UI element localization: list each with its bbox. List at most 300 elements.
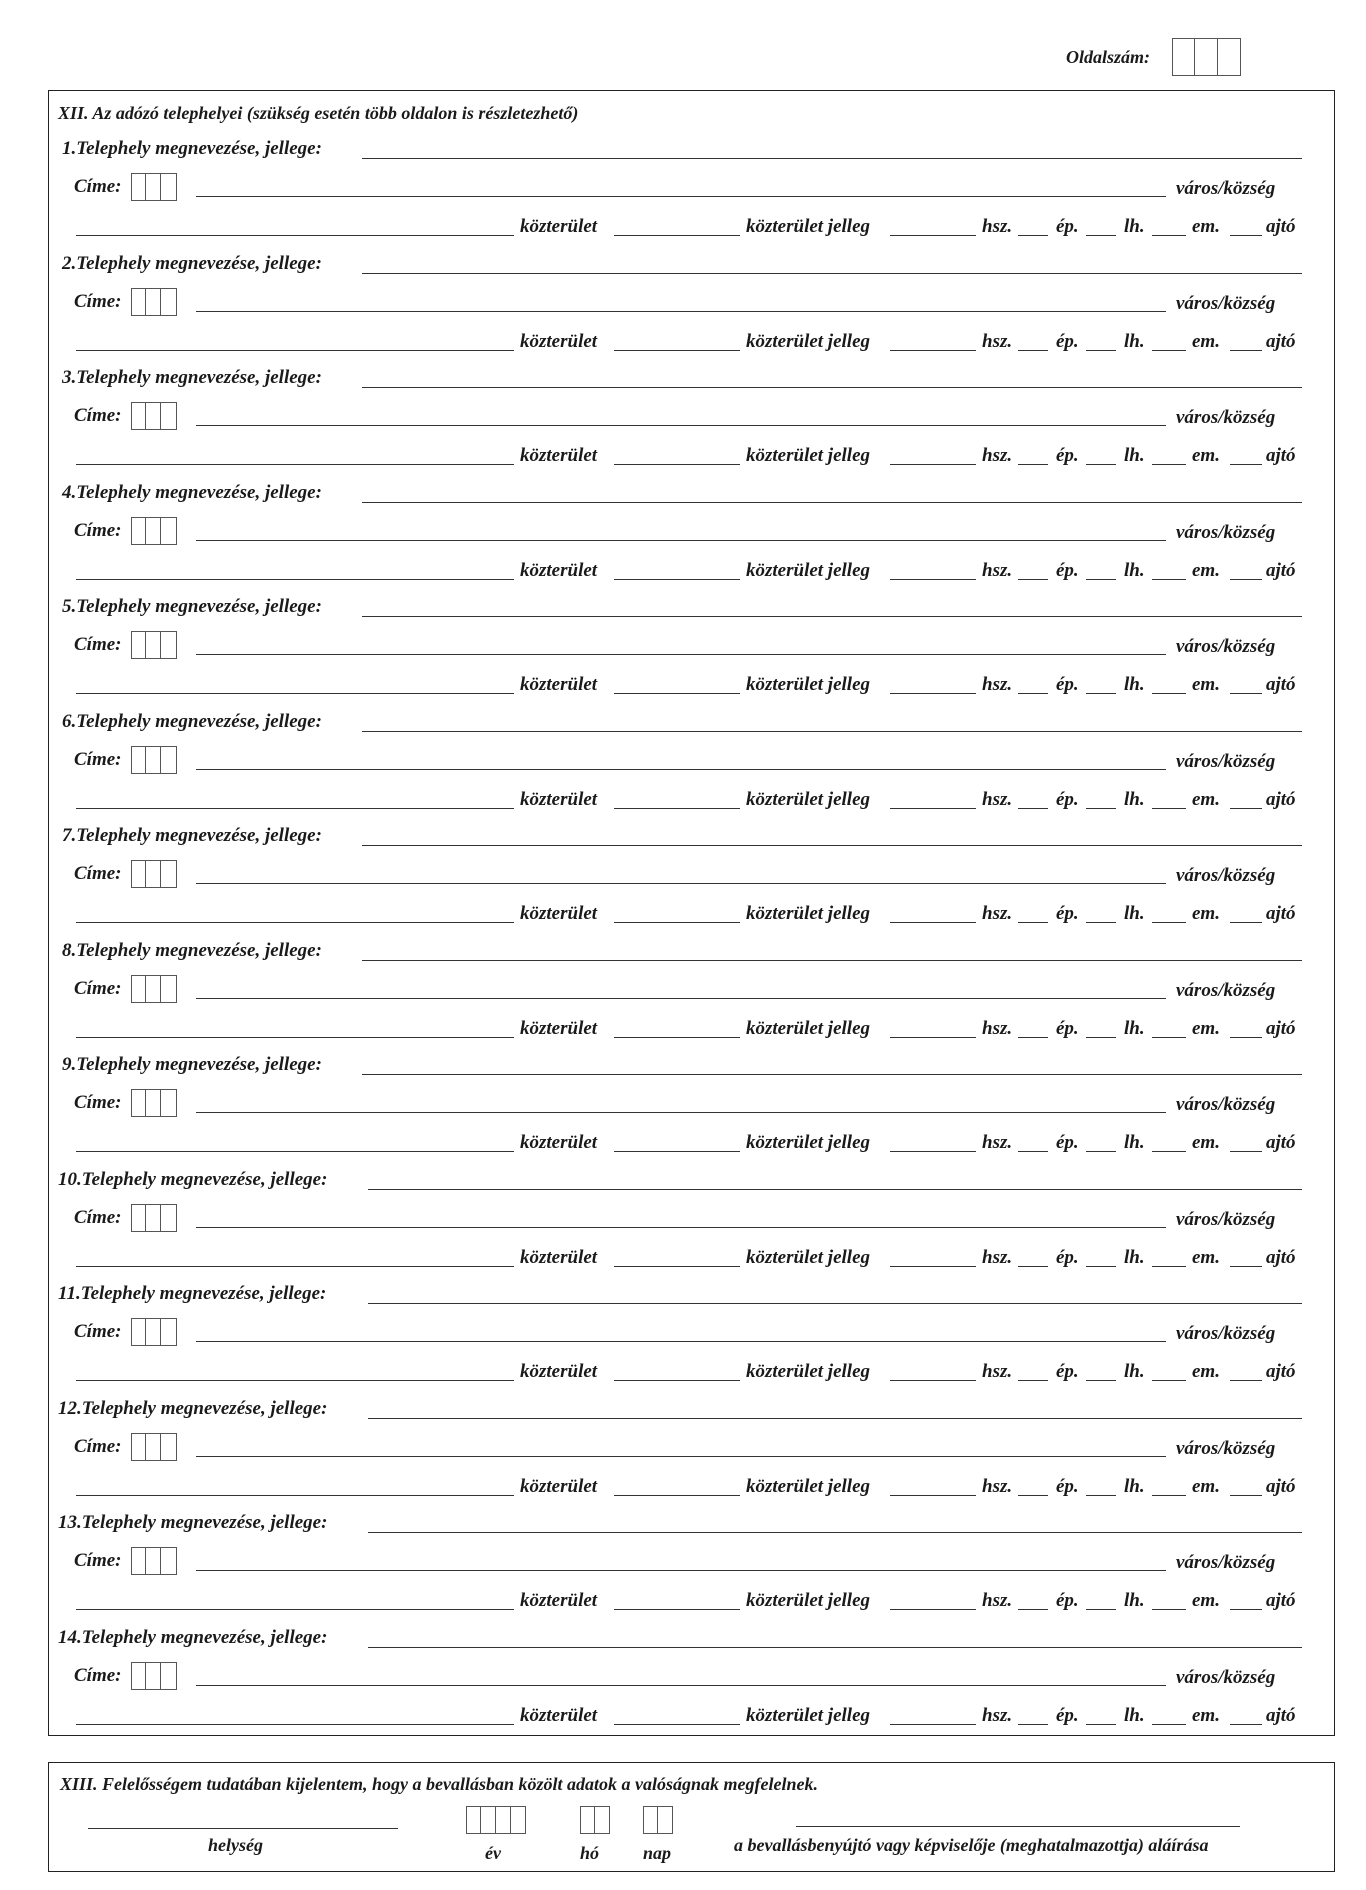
site-name-field[interactable] [362, 1074, 1302, 1075]
section-xiii-title: XIII. Felelősségem tudatában kijelentem, hogy a bevallásban közölt adatok a valóságnak megfelelnek. [60, 1774, 818, 1794]
street-name-field[interactable] [76, 579, 514, 580]
staircase-field[interactable] [1086, 350, 1116, 351]
door-field[interactable] [1230, 1037, 1262, 1038]
postal-code-digit[interactable] [131, 1204, 146, 1232]
address-label: Címe: [74, 1665, 122, 1686]
floor-field[interactable] [1152, 235, 1186, 236]
door-field[interactable] [1230, 1724, 1262, 1725]
street-type-field[interactable] [614, 693, 740, 694]
postal-code-digit[interactable] [161, 517, 177, 545]
street-type-label: közterület jelleg [746, 331, 871, 352]
postal-code-digit[interactable] [146, 517, 161, 545]
site-name-field[interactable] [362, 273, 1302, 274]
house-number-field[interactable] [890, 579, 976, 580]
door-field[interactable] [1230, 579, 1262, 580]
floor-field[interactable] [1152, 1151, 1186, 1152]
house-number-field[interactable] [890, 1724, 976, 1725]
postal-code-digit[interactable] [146, 402, 161, 430]
floor-field[interactable] [1152, 1609, 1186, 1610]
postal-code-digit[interactable] [161, 288, 177, 316]
staircase-field[interactable] [1086, 579, 1116, 580]
street-name-field[interactable] [76, 464, 514, 465]
building-field[interactable] [1018, 808, 1048, 809]
door-field[interactable] [1230, 1380, 1262, 1381]
site-name-label: 12.Telephely megnevezése, jellege: [58, 1398, 328, 1419]
street-type-label: közterület jelleg [746, 1705, 871, 1726]
floor-label: em. [1192, 1361, 1220, 1382]
building-label: ép. [1056, 1018, 1079, 1039]
street-type-field[interactable] [614, 1037, 740, 1038]
floor-label: em. [1192, 1247, 1220, 1268]
house-number-label: hsz. [982, 1590, 1013, 1611]
site-name-field[interactable] [368, 1647, 1302, 1648]
city-field[interactable] [196, 1685, 1166, 1686]
city-field[interactable] [196, 769, 1166, 770]
building-field[interactable] [1018, 235, 1048, 236]
house-number-field[interactable] [890, 1380, 976, 1381]
postal-code-digit[interactable] [131, 631, 146, 659]
floor-field[interactable] [1152, 350, 1186, 351]
postal-code-digit[interactable] [146, 631, 161, 659]
house-number-label: hsz. [982, 789, 1013, 810]
postal-code-digit[interactable] [161, 1089, 177, 1117]
postal-code-digit[interactable] [131, 1662, 146, 1690]
postal-code-digit[interactable] [131, 1318, 146, 1346]
helyseg-label: helység [208, 1835, 263, 1855]
staircase-label: lh. [1124, 1018, 1145, 1039]
postal-code-digit[interactable] [131, 517, 146, 545]
door-label: ajtó [1266, 216, 1296, 237]
house-number-field[interactable] [890, 464, 976, 465]
street-type-field[interactable] [614, 808, 740, 809]
street-label: közterület [520, 560, 598, 581]
postal-code-digit[interactable] [131, 746, 146, 774]
address-label: Címe: [74, 749, 122, 770]
site-name-field[interactable] [368, 1418, 1302, 1419]
building-label: ép. [1056, 445, 1079, 466]
building-field[interactable] [1018, 922, 1048, 923]
house-number-label: hsz. [982, 1018, 1013, 1039]
day-boxes[interactable] [643, 1806, 673, 1834]
staircase-field[interactable] [1086, 1266, 1116, 1267]
city-field[interactable] [196, 1341, 1166, 1342]
house-number-label: hsz. [982, 1476, 1013, 1497]
street-name-field[interactable] [76, 922, 514, 923]
postal-code-digit[interactable] [131, 860, 146, 888]
postal-code-boxes[interactable] [131, 1318, 177, 1346]
city-field[interactable] [196, 998, 1166, 999]
city-field[interactable] [196, 196, 1166, 197]
house-number-field[interactable] [890, 808, 976, 809]
address-label: Címe: [74, 863, 122, 884]
site-name-field[interactable] [362, 731, 1302, 732]
helyseg-field[interactable] [88, 1828, 398, 1829]
door-field[interactable] [1230, 464, 1262, 465]
staircase-label: lh. [1124, 1361, 1145, 1382]
door-label: ajtó [1266, 331, 1296, 352]
postal-code-digit[interactable] [146, 1547, 161, 1575]
postal-code-digit[interactable] [161, 631, 177, 659]
floor-label: em. [1192, 1132, 1220, 1153]
street-type-field[interactable] [614, 235, 740, 236]
postal-code-boxes[interactable] [131, 1433, 177, 1461]
staircase-field[interactable] [1086, 1380, 1116, 1381]
street-label: közterület [520, 1132, 598, 1153]
address-label: Címe: [74, 520, 122, 541]
site-name-label: 10.Telephely megnevezése, jellege: [58, 1169, 328, 1190]
floor-field[interactable] [1152, 1495, 1186, 1496]
postal-code-digit[interactable] [131, 1547, 146, 1575]
day-digit[interactable] [643, 1806, 658, 1834]
postal-code-boxes[interactable] [131, 1089, 177, 1117]
postal-code-boxes[interactable] [131, 1662, 177, 1690]
city-label: város/község [1176, 1438, 1276, 1459]
postal-code-digit[interactable] [131, 975, 146, 1003]
building-field[interactable] [1018, 693, 1048, 694]
city-label: város/község [1176, 1323, 1276, 1344]
postal-code-digit[interactable] [146, 860, 161, 888]
street-type-field[interactable] [614, 1380, 740, 1381]
staircase-field[interactable] [1086, 1151, 1116, 1152]
city-label: város/község [1176, 178, 1276, 199]
building-label: ép. [1056, 1590, 1079, 1611]
site-name-label: 3.Telephely megnevezése, jellege: [62, 367, 322, 388]
door-field[interactable] [1230, 922, 1262, 923]
street-type-label: közterület jelleg [746, 903, 871, 924]
door-field[interactable] [1230, 1151, 1262, 1152]
site-entry [0, 703, 1366, 817]
page-number-digit[interactable] [1172, 38, 1195, 76]
postal-code-digit[interactable] [131, 173, 146, 201]
postal-code-boxes[interactable] [131, 517, 177, 545]
city-label: város/község [1176, 522, 1276, 543]
door-field[interactable] [1230, 1266, 1262, 1267]
site-name-label: 2.Telephely megnevezése, jellege: [62, 253, 322, 274]
site-name-label: 7.Telephely megnevezése, jellege: [62, 825, 322, 846]
site-name-label: 13.Telephely megnevezése, jellege: [58, 1512, 328, 1533]
postal-code-digit[interactable] [146, 288, 161, 316]
year-digit[interactable] [466, 1806, 481, 1834]
city-label: város/község [1176, 865, 1276, 886]
door-field[interactable] [1230, 693, 1262, 694]
floor-field[interactable] [1152, 693, 1186, 694]
postal-code-boxes[interactable] [131, 631, 177, 659]
postal-code-boxes[interactable] [131, 173, 177, 201]
city-field[interactable] [196, 1570, 1166, 1571]
building-field[interactable] [1018, 1037, 1048, 1038]
street-type-label: közterület jelleg [746, 1247, 871, 1268]
door-field[interactable] [1230, 1495, 1262, 1496]
staircase-field[interactable] [1086, 235, 1116, 236]
street-label: közterület [520, 1476, 598, 1497]
site-name-field[interactable] [362, 616, 1302, 617]
postal-code-digit[interactable] [161, 1433, 177, 1461]
street-type-label: közterület jelleg [746, 674, 871, 695]
day-digit[interactable] [658, 1806, 673, 1834]
street-name-field[interactable] [76, 808, 514, 809]
street-name-field[interactable] [76, 1151, 514, 1152]
house-number-label: hsz. [982, 674, 1013, 695]
postal-code-boxes[interactable] [131, 860, 177, 888]
site-name-field[interactable] [368, 1303, 1302, 1304]
page-number-digit[interactable] [1218, 38, 1241, 76]
door-field[interactable] [1230, 1609, 1262, 1610]
building-field[interactable] [1018, 350, 1048, 351]
staircase-label: lh. [1124, 1705, 1145, 1726]
building-label: ép. [1056, 789, 1079, 810]
staircase-label: lh. [1124, 1132, 1145, 1153]
house-number-label: hsz. [982, 1361, 1013, 1382]
house-number-field[interactable] [890, 693, 976, 694]
postal-code-digit[interactable] [161, 746, 177, 774]
door-field[interactable] [1230, 808, 1262, 809]
house-number-field[interactable] [890, 1495, 976, 1496]
postal-code-digit[interactable] [161, 1662, 177, 1690]
site-name-field[interactable] [362, 387, 1302, 388]
building-field[interactable] [1018, 1724, 1048, 1725]
street-label: közterület [520, 1018, 598, 1039]
street-name-field[interactable] [76, 1495, 514, 1496]
house-number-field[interactable] [890, 1151, 976, 1152]
building-label: ép. [1056, 1476, 1079, 1497]
house-number-field[interactable] [890, 922, 976, 923]
site-name-field[interactable] [362, 158, 1302, 159]
door-label: ajtó [1266, 903, 1296, 924]
year-boxes[interactable] [466, 1806, 526, 1834]
month-digit[interactable] [595, 1806, 610, 1834]
floor-field[interactable] [1152, 579, 1186, 580]
postal-code-boxes[interactable] [131, 746, 177, 774]
building-field[interactable] [1018, 1266, 1048, 1267]
floor-field[interactable] [1152, 1380, 1186, 1381]
street-label: közterület [520, 216, 598, 237]
address-label: Címe: [74, 978, 122, 999]
street-type-label: közterület jelleg [746, 216, 871, 237]
city-field[interactable] [196, 311, 1166, 312]
door-label: ajtó [1266, 1132, 1296, 1153]
staircase-field[interactable] [1086, 1037, 1116, 1038]
house-number-label: hsz. [982, 1132, 1013, 1153]
floor-label: em. [1192, 1476, 1220, 1497]
street-label: közterület [520, 903, 598, 924]
page-number-digit[interactable] [1195, 38, 1218, 76]
house-number-field[interactable] [890, 1037, 976, 1038]
staircase-field[interactable] [1086, 1724, 1116, 1725]
site-name-field[interactable] [362, 502, 1302, 503]
house-number-label: hsz. [982, 216, 1013, 237]
building-field[interactable] [1018, 464, 1048, 465]
site-name-field[interactable] [362, 845, 1302, 846]
door-label: ajtó [1266, 1705, 1296, 1726]
building-label: ép. [1056, 216, 1079, 237]
year-digit[interactable] [496, 1806, 511, 1834]
day-label: nap [643, 1843, 672, 1863]
site-name-field[interactable] [368, 1532, 1302, 1533]
site-name-field[interactable] [368, 1189, 1302, 1190]
floor-field[interactable] [1152, 1724, 1186, 1725]
floor-field[interactable] [1152, 808, 1186, 809]
house-number-field[interactable] [890, 1609, 976, 1610]
postal-code-digit[interactable] [161, 1318, 177, 1346]
house-number-field[interactable] [890, 350, 976, 351]
page-number-boxes[interactable] [1172, 38, 1241, 76]
door-field[interactable] [1230, 235, 1262, 236]
street-label: közterület [520, 331, 598, 352]
site-name-label: 8.Telephely megnevezése, jellege: [62, 940, 322, 961]
floor-field[interactable] [1152, 922, 1186, 923]
city-label: város/község [1176, 980, 1276, 1001]
month-label: hó [580, 1843, 600, 1863]
postal-code-digit[interactable] [161, 860, 177, 888]
street-name-field[interactable] [76, 235, 514, 236]
floor-label: em. [1192, 789, 1220, 810]
postal-code-digit[interactable] [146, 1318, 161, 1346]
postal-code-digit[interactable] [161, 173, 177, 201]
building-label: ép. [1056, 674, 1079, 695]
staircase-field[interactable] [1086, 1609, 1116, 1610]
street-type-label: közterület jelleg [746, 1018, 871, 1039]
postal-code-boxes[interactable] [131, 402, 177, 430]
building-label: ép. [1056, 331, 1079, 352]
door-label: ajtó [1266, 674, 1296, 695]
building-field[interactable] [1018, 1151, 1048, 1152]
site-entry [0, 1390, 1366, 1504]
address-label: Címe: [74, 1550, 122, 1571]
street-type-field[interactable] [614, 922, 740, 923]
postal-code-digit[interactable] [146, 1204, 161, 1232]
postal-code-digit[interactable] [161, 1204, 177, 1232]
house-number-field[interactable] [890, 235, 976, 236]
street-type-field[interactable] [614, 1266, 740, 1267]
door-label: ajtó [1266, 560, 1296, 581]
year-digit[interactable] [481, 1806, 496, 1834]
house-number-label: hsz. [982, 331, 1013, 352]
site-entry [0, 1619, 1366, 1733]
street-type-field[interactable] [614, 464, 740, 465]
city-label: város/község [1176, 636, 1276, 657]
building-field[interactable] [1018, 1609, 1048, 1610]
building-label: ép. [1056, 1705, 1079, 1726]
address-label: Címe: [74, 634, 122, 655]
street-type-field[interactable] [614, 1151, 740, 1152]
year-digit[interactable] [511, 1806, 526, 1834]
staircase-label: lh. [1124, 1590, 1145, 1611]
building-label: ép. [1056, 1247, 1079, 1268]
postal-code-boxes[interactable] [131, 975, 177, 1003]
street-type-label: közterület jelleg [746, 445, 871, 466]
house-number-label: hsz. [982, 1705, 1013, 1726]
city-field[interactable] [196, 540, 1166, 541]
house-number-label: hsz. [982, 1247, 1013, 1268]
postal-code-digit[interactable] [146, 1089, 161, 1117]
building-field[interactable] [1018, 579, 1048, 580]
building-field[interactable] [1018, 1495, 1048, 1496]
street-name-field[interactable] [76, 1266, 514, 1267]
postal-code-digit[interactable] [131, 402, 146, 430]
street-type-field[interactable] [614, 350, 740, 351]
street-type-label: közterület jelleg [746, 1132, 871, 1153]
building-label: ép. [1056, 1132, 1079, 1153]
staircase-field[interactable] [1086, 1495, 1116, 1496]
street-type-field[interactable] [614, 1495, 740, 1496]
staircase-field[interactable] [1086, 808, 1116, 809]
staircase-field[interactable] [1086, 922, 1116, 923]
signature-field[interactable] [796, 1826, 1240, 1827]
city-field[interactable] [196, 1112, 1166, 1113]
staircase-field[interactable] [1086, 464, 1116, 465]
city-field[interactable] [196, 883, 1166, 884]
floor-label: em. [1192, 903, 1220, 924]
city-field[interactable] [196, 1227, 1166, 1228]
city-field[interactable] [196, 425, 1166, 426]
street-name-field[interactable] [76, 350, 514, 351]
postal-code-digit[interactable] [146, 1662, 161, 1690]
postal-code-boxes[interactable] [131, 288, 177, 316]
month-boxes[interactable] [580, 1806, 610, 1834]
postal-code-digit[interactable] [161, 975, 177, 1003]
site-entry [0, 588, 1366, 702]
postal-code-digit[interactable] [146, 173, 161, 201]
floor-field[interactable] [1152, 1037, 1186, 1038]
site-entry [0, 359, 1366, 473]
staircase-field[interactable] [1086, 693, 1116, 694]
floor-field[interactable] [1152, 464, 1186, 465]
site-name-field[interactable] [362, 960, 1302, 961]
site-entry [0, 932, 1366, 1046]
postal-code-digit[interactable] [146, 1433, 161, 1461]
door-field[interactable] [1230, 350, 1262, 351]
floor-label: em. [1192, 445, 1220, 466]
postal-code-boxes[interactable] [131, 1547, 177, 1575]
street-type-label: közterület jelleg [746, 1361, 871, 1382]
street-label: közterület [520, 789, 598, 810]
city-field[interactable] [196, 654, 1166, 655]
floor-label: em. [1192, 674, 1220, 695]
postal-code-digit[interactable] [146, 975, 161, 1003]
staircase-label: lh. [1124, 1476, 1145, 1497]
city-field[interactable] [196, 1456, 1166, 1457]
street-type-field[interactable] [614, 1609, 740, 1610]
floor-field[interactable] [1152, 1266, 1186, 1267]
house-number-field[interactable] [890, 1266, 976, 1267]
postal-code-digit[interactable] [161, 402, 177, 430]
postal-code-boxes[interactable] [131, 1204, 177, 1232]
site-name-label: 5.Telephely megnevezése, jellege: [62, 596, 322, 617]
street-name-field[interactable] [76, 693, 514, 694]
street-name-field[interactable] [76, 1724, 514, 1725]
street-label: közterület [520, 1590, 598, 1611]
postal-code-digit[interactable] [131, 1089, 146, 1117]
street-type-field[interactable] [614, 579, 740, 580]
postal-code-digit[interactable] [131, 288, 146, 316]
postal-code-digit[interactable] [161, 1547, 177, 1575]
door-label: ajtó [1266, 1476, 1296, 1497]
street-type-label: közterület jelleg [746, 1590, 871, 1611]
address-label: Címe: [74, 405, 122, 426]
street-name-field[interactable] [76, 1609, 514, 1610]
month-digit[interactable] [580, 1806, 595, 1834]
street-label: közterület [520, 1247, 598, 1268]
street-name-field[interactable] [76, 1037, 514, 1038]
street-type-field[interactable] [614, 1724, 740, 1725]
building-field[interactable] [1018, 1380, 1048, 1381]
building-label: ép. [1056, 560, 1079, 581]
door-label: ajtó [1266, 789, 1296, 810]
postal-code-digit[interactable] [146, 746, 161, 774]
street-name-field[interactable] [76, 1380, 514, 1381]
postal-code-digit[interactable] [131, 1433, 146, 1461]
address-label: Címe: [74, 291, 122, 312]
